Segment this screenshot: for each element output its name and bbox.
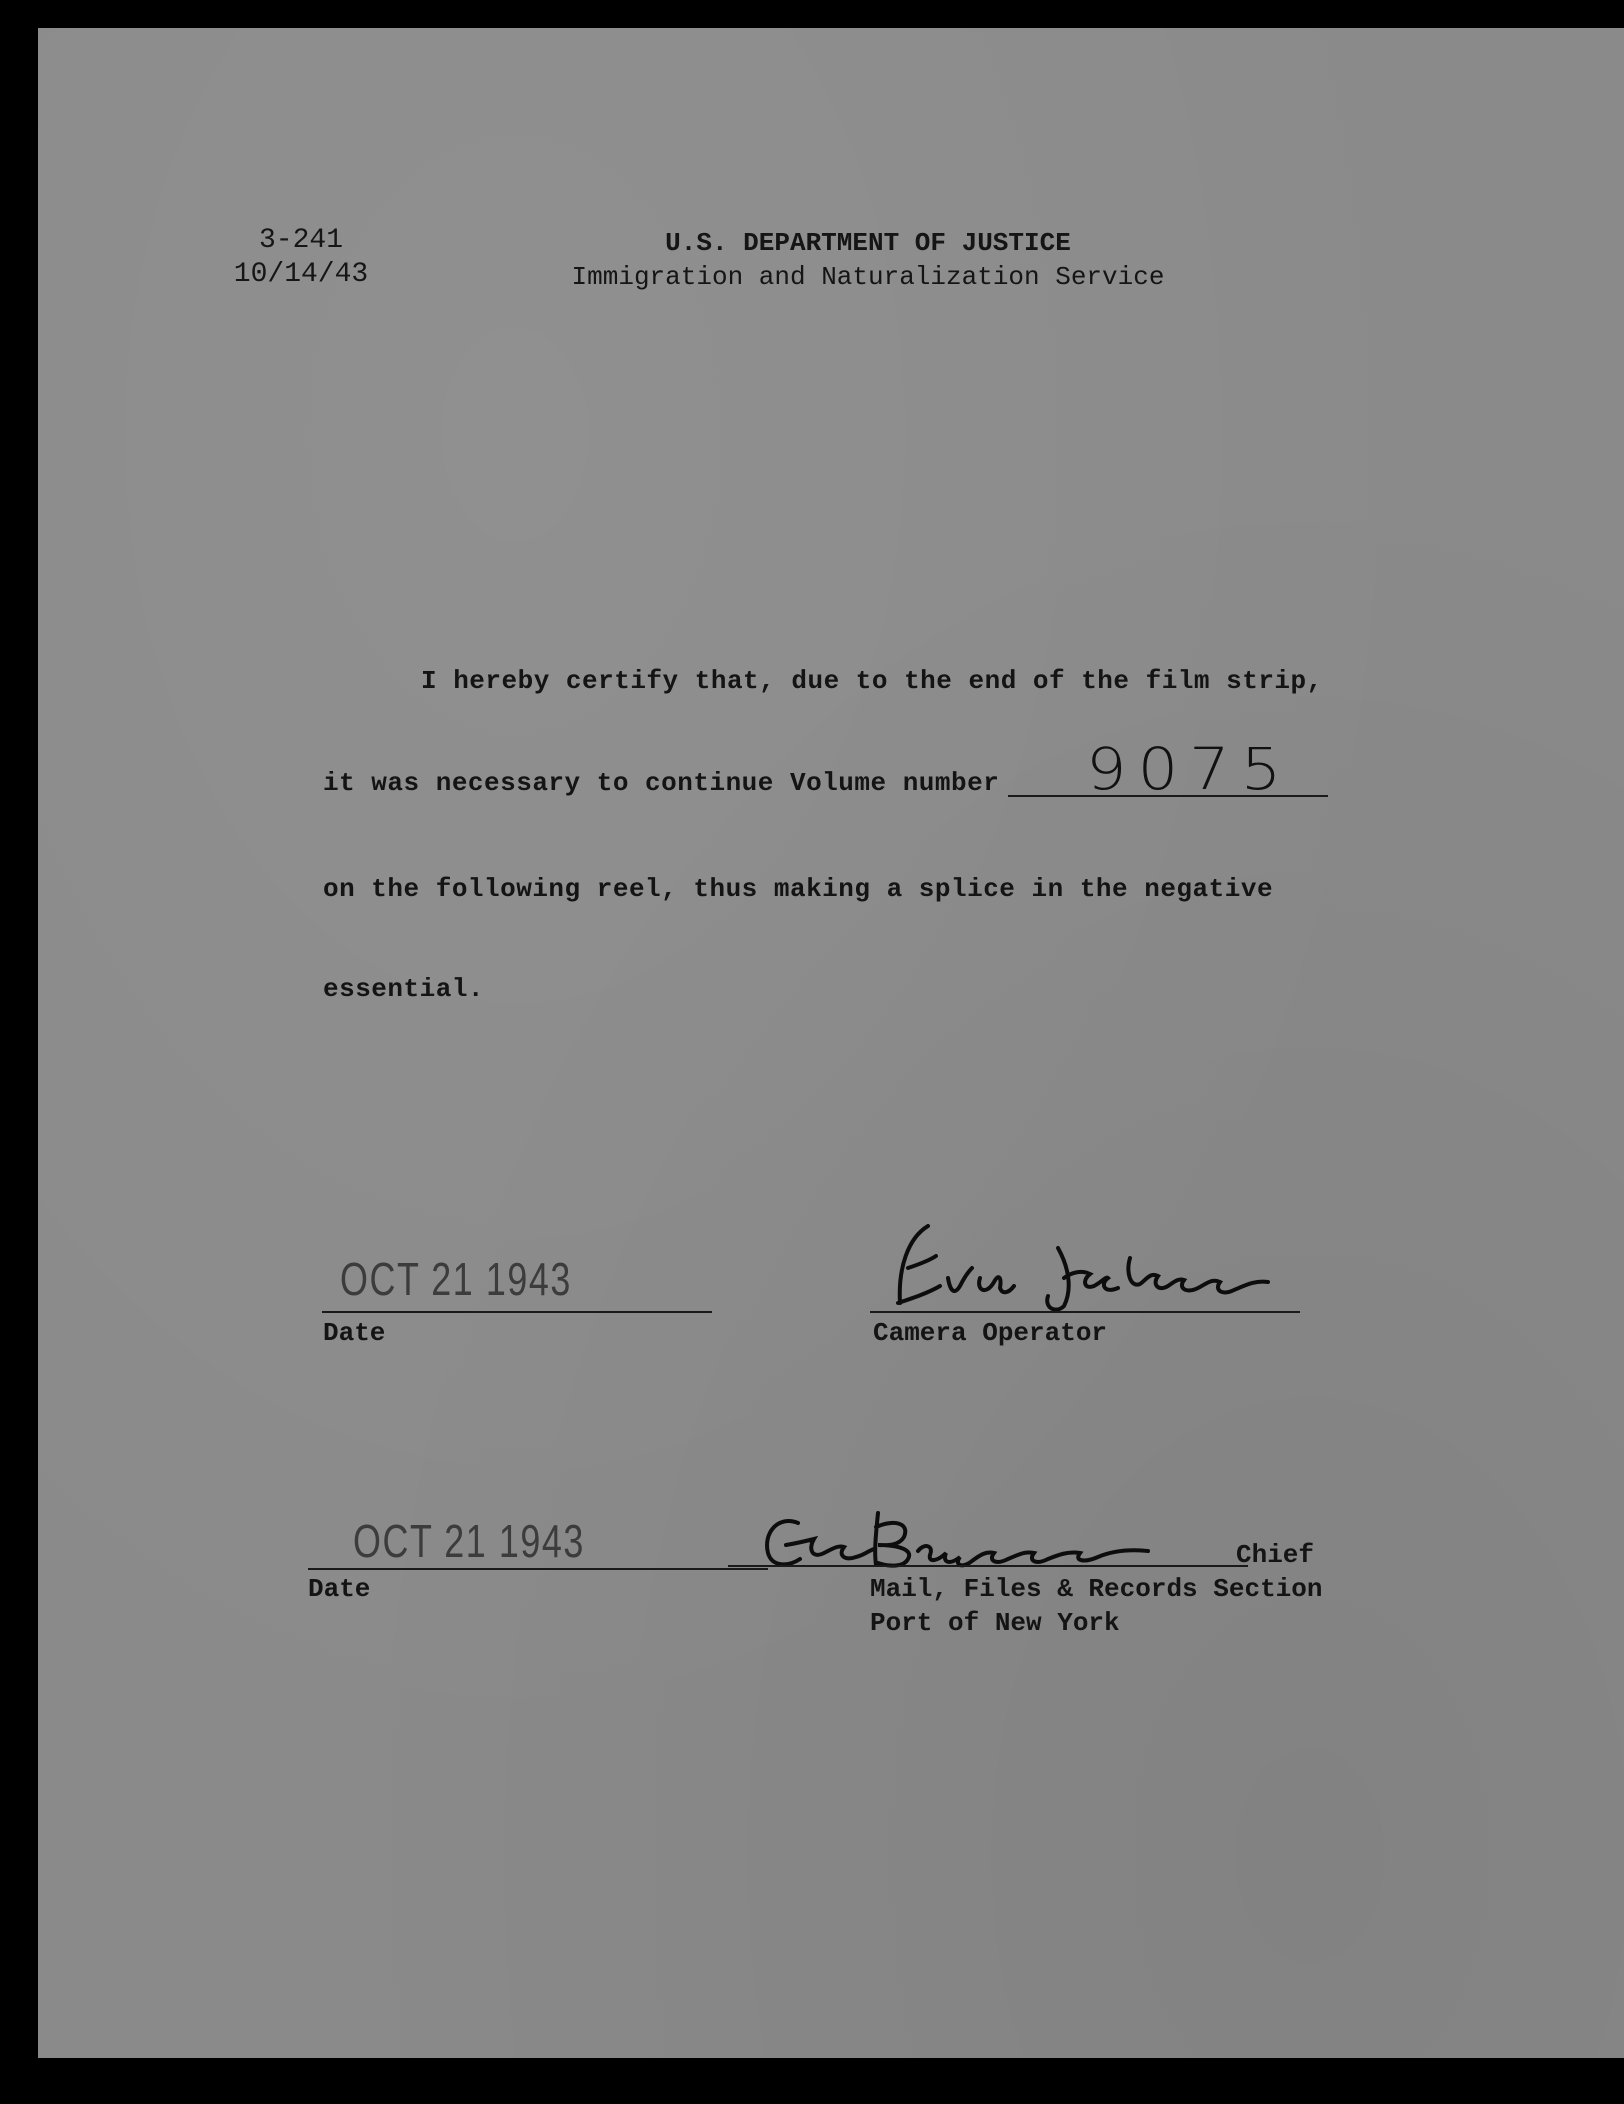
body-line-2: it was necessary to continue Volume number [323,768,1000,798]
signature-line-2 [728,1565,1248,1567]
chief-signature [728,1493,1268,1583]
section-name: Mail, Files & Records Section [870,1574,1323,1604]
document-page [38,28,1624,2058]
volume-number-value: 9075 [1086,735,1293,803]
service-title: Immigration and Naturalization Service [571,262,1165,292]
date-stamp-1: OCT 21 1943 [340,1253,572,1305]
body-line-3: on the following reel, thus making a splice in the negative [323,874,1274,904]
chief-title: Chief [1236,1540,1315,1570]
date-line-1 [322,1311,712,1313]
date-stamp-2: OCT 21 1943 [353,1515,585,1567]
signature-line-1 [870,1311,1300,1313]
form-code [226,224,376,292]
letterhead [468,226,1268,294]
body-line-1: I hereby certify that, due to the end of the film strip, [421,666,1323,696]
camera-operator-label: Camera Operator [873,1318,1108,1348]
date-label-2: Date [308,1574,371,1604]
body-line-4: essential. [323,974,485,1004]
date-line-2 [308,1568,768,1570]
camera-operator-signature [868,1208,1328,1318]
form-date: 10/14/43 [233,259,369,290]
department-title: U.S. DEPARTMENT OF JUSTICE [665,228,1071,258]
date-label-1: Date [323,1318,386,1348]
port-name: Port of New York [870,1608,1120,1638]
form-number: 3-241 [258,225,343,256]
